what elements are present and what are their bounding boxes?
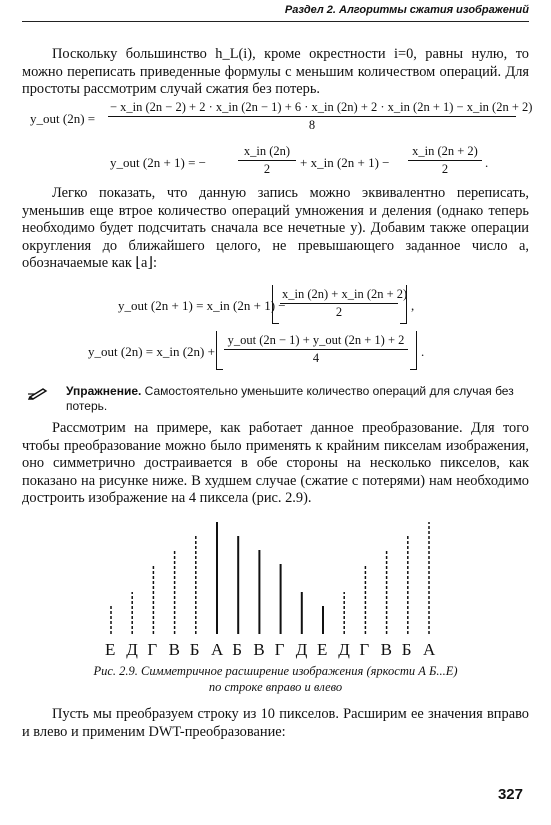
pixel-letter-11: Е xyxy=(317,640,328,659)
running-header: Раздел 2. Алгоритмы сжатия изображений xyxy=(284,4,529,16)
equation-2-fraction-1: $\frac{x\_in (2n)}{2}$ xyxy=(238,144,296,177)
header-rule xyxy=(22,21,529,22)
pixel-letter-12: Д xyxy=(338,640,350,659)
figure-caption-line-2: по строке вправо и влево xyxy=(208,680,343,694)
figure-caption-line-1: Рис. 2.9. Симметричное расширение изображения (яркости А Б...Е) xyxy=(93,664,458,678)
equation-3-fraction: $\frac{x\_in (2n) + x\_in (2n + 2)}{2}$ xyxy=(282,287,408,319)
paragraph-3: Рассмотрим на примере, как работает данное преобразование. Для того чтобы преобразование можно было применять к крайним пикселам изображения, оно симметрично достраивается в обе стороны на несколько пикселов, как показано на рисунке ниже. В худшем случае (сжатие с потерями) нам необходимо достроить изображение на 4 пиксела (рис. 2.9). xyxy=(22,420,529,506)
pixel-letter-7: Б xyxy=(232,640,242,659)
pixel-letter-9: Г xyxy=(274,640,285,659)
paragraph-4: Пусть мы преобразуем строку из 10 пикселов. Расширим ее значения вправо и влево и применим DWT-преобразование: xyxy=(22,706,529,740)
pixel-letter-6: А xyxy=(211,640,224,659)
book-page: Раздел 2. Алгоритмы сжатия изображений Поскольку большинство h_L(i), кроме окрестности i=0, равны нулю, то можно переписать приведенные формулы с меньшим количеством операций. Для простоты рассмотрим случай сжатия без потерь. y_out (2n) = − x_in (2n − 2) + 2 · x_in (2n − 1) + 6 · x_in (2n) + 2 · x_in (2n + 1) − x_in (2n + 2) 8 y_out (2n + 1) = − $\frac{x\_in (2n)}{2}$ + x_in (2n + 1) − $\frac{x\_in (2n + 2)}{2}$ . Легко показать, что данную запись можно эквивалентно переписать, уменьшив еще втрое количество операций умножения и деления (однако теперь необходимо будет подсчитать сначала все нечетные y). Добавим также операции округления до ближайшего целого, не превышающего заданное число a, обозначаемые как ⌊a⌋: y_out (2n + 1) = x_in (2n + 1) − $\frac{x\_in (2n) + x\_in (2n + 2)}{2}$ , y_out (2n) = x_in (2n) + y_out (2n − 1) + y_out (2n + 1) + 2 4 . Упражнение. Самостоятельно уменьшите количество операций для случая без потерь. Рассмотрим на примере, как работает данное преобразование. Для того чтобы преобразование можно было применять к крайним пикселам изображения, оно симметрично достраивается в обе стороны на несколько пикселов, как показано на рисунке ниже. В худшем случае (сжатие с потерями) нам необходимо достроить изображение на 4 пиксела (рис. 2.9). Е Д Г В Б А Б В Г Д Е Д Г В Б А Рис. 2.9. Симметричное расширение изображения (яркости А Б...Е) по строке вправо и влево Пусть мы преобразуем строку из 10 пикселов. Расширим ее значения вправо и влево и применим DWT-преобразование: 327 xyxy=(0,0,551,825)
pixel-letter-15: Б xyxy=(401,640,412,659)
exercise-block xyxy=(22,384,529,414)
pixel-letter-1: Е xyxy=(105,640,116,659)
equation-1-numerator: − x_in (2n − 2) + 2 · x_in (2n − 1) + 6 · x_in (2n) + 2 · x_in (2n + 1) − x_in (2n + 2) xyxy=(108,100,516,117)
equation-4-lhs: y_out (2n) = x_in (2n) + xyxy=(88,344,215,359)
equation-1-denominator: 8 xyxy=(308,118,316,132)
pencil-note-icon xyxy=(28,386,48,400)
equation-1-fraction xyxy=(108,100,533,133)
symmetric-extension-figure xyxy=(0,512,551,662)
equation-2-middle: + x_in (2n + 1) − xyxy=(300,155,390,170)
pixel-letter-14: В xyxy=(380,640,392,659)
exercise-label: Упражнение. xyxy=(66,384,142,398)
paragraph-2: Легко показать, что данную запись можно эквивалентно переписать, уменьшив еще втрое количество операций умножения и деления (однако теперь необходимо будет подсчитать сначала все нечетные y). Добавим также операции округления до ближайшего целого, не превышающего заданное число a, обозначаемые как ⌊a⌋: xyxy=(22,185,529,271)
pixel-letter-4: В xyxy=(168,640,180,659)
pixel-letter-3: Г xyxy=(147,640,158,659)
pixel-letter-2: Д xyxy=(126,640,138,659)
pixel-letter-10: Д xyxy=(295,640,308,659)
equation-1-lhs: y_out (2n) = xyxy=(30,111,96,126)
pixel-letter-8: В xyxy=(253,640,265,659)
exercise-text: Самостоятельно уменьшите количество операций для случая без потерь. xyxy=(66,384,514,413)
equation-2-lhs: y_out (2n + 1) = − xyxy=(110,155,207,170)
equation-2-fraction-2: $\frac{x\_in (2n + 2)}{2}$ xyxy=(408,144,482,177)
pixel-letter-16: А xyxy=(423,640,436,659)
equation-4-fraction: y_out (2n − 1) + y_out (2n + 1) + 2 4 xyxy=(224,333,408,366)
pixel-letter-5: Б xyxy=(189,640,200,659)
pixel-letter-13: Г xyxy=(359,640,370,659)
page-number: 327 xyxy=(497,786,523,803)
figure-bars xyxy=(0,512,551,638)
equation-3-lhs: y_out (2n + 1) = x_in (2n + 1) − xyxy=(118,298,286,313)
paragraph-1: Поскольку большинство h_L(i), кроме окрестности i=0, равны нулю, то можно переписать приведенные формулы с меньшим количеством операций. Для простоты рассмотрим случай сжатия без потерь. xyxy=(22,46,529,97)
